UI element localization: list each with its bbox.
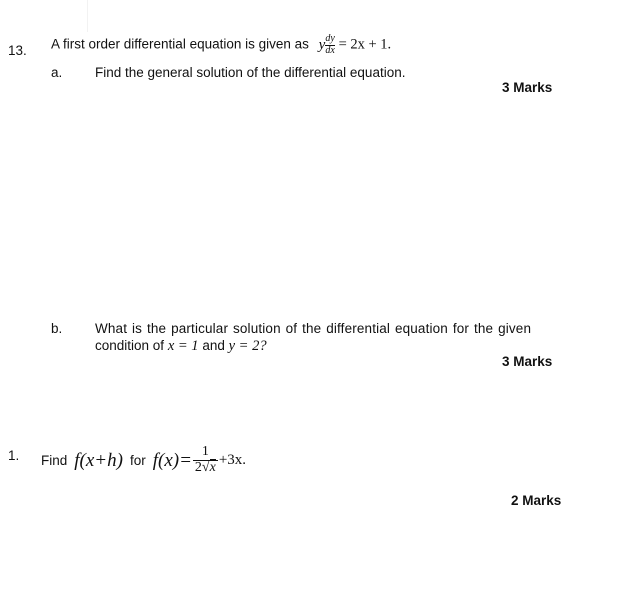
denominator-variable: x	[209, 459, 216, 475]
question-1-marks: 2 Marks	[511, 493, 562, 508]
part-a-label: a.	[51, 65, 63, 80]
sqrt-icon: √	[201, 459, 210, 475]
question-1-for: for	[129, 452, 146, 468]
eq-rhs: = 2x + 1.	[338, 36, 392, 53]
question-13-stem-text: A first order differential equation is given as	[51, 36, 309, 52]
fx-equals: f(x)=	[152, 449, 192, 471]
fxh-expression: f(x+h)	[74, 449, 123, 471]
part-b-line-1: What is the particular solution of the differential equation for the given	[95, 321, 532, 336]
question-1-stem	[41, 438, 246, 482]
question-13-stem	[51, 34, 391, 56]
denominator-coefficient: 2	[194, 459, 202, 475]
condition-y: y = 2?	[228, 338, 267, 354]
derivative-numerator: dy	[325, 33, 335, 44]
eq-y: y	[318, 36, 326, 53]
condition-and: and	[202, 338, 225, 353]
part-b-label: b.	[51, 321, 63, 336]
derivative-fraction	[325, 34, 334, 56]
condition-x: x = 1	[167, 338, 199, 354]
question-1-find: Find	[41, 452, 68, 468]
part-a-text: Find the general solution of the differential equation.	[95, 65, 406, 80]
part-b-condition-text: condition of	[95, 338, 165, 353]
question-13-number: 13.	[8, 43, 27, 58]
part-b-marks: 3 Marks	[502, 354, 553, 369]
fraction-denominator	[193, 460, 218, 476]
part-a-marks: 3 Marks	[502, 80, 553, 95]
fraction-numerator: 1	[201, 443, 209, 459]
derivative-denominator: dx	[325, 44, 335, 56]
question-1-number: 1.	[8, 448, 20, 463]
faint-divider	[87, 0, 88, 32]
function-fraction	[193, 445, 218, 475]
part-b-line-2	[95, 337, 267, 355]
function-tail: +3x.	[218, 451, 247, 468]
